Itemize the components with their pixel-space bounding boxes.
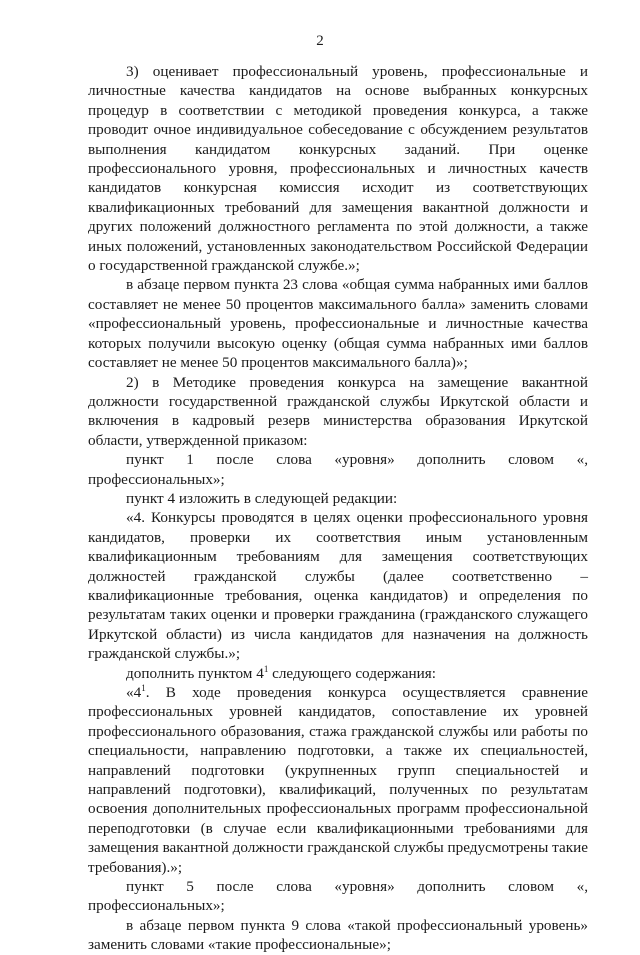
paragraph-item-3-evaluation: 3) оценивает профессиональный уровень, профессиональные и личностные качества кандидатов на основе выбранных конкурсных процедур в соответствии с методикой проведения конкурса, а также проводит очное индивидуальное собеседование с обсуждением результатов выполнения кандидатом конкурсных заданий. При оценке профессионального уровня, профессиональных и личностных качеств кандидатов конкурсная комиссия исходит из соответствующих квалификационных требований для замещения вакантной должности и других положений должностного регламента по этой должности, а также иных положений, установленных законодательством Российской Федерации о государственной гражданской службе.»; [88, 63, 588, 275]
point-4-1-open: «4 [126, 684, 142, 701]
superscript-one: 1 [141, 682, 146, 693]
point-4-1-body: . В ходе проведения конкурса осуществляется сравнение профессиональных уровней кандидатов, сопоставление их уровней профессионального образования, стажа гражданской службы или работы по специальности, направлению подготовки, а также их специальностей, направлений подготовки (укрупненных групп специальностей и направлений подготовки), квалификаций, полученных по результатам освоения дополнительных профессиональных программ профессиональной переподготовки (в случае если квалификационными требованиями для замещения вакантной должности гражданской службы предусмотрены такие требования).»; [88, 684, 588, 876]
paragraph-point-4-text: «4. Конкурсы проводятся в целях оценки профессионального уровня кандидатов, проверки их соответствия иным установленным квалификационным требованиям для замещения соответствующих должностей гражданской службы (далее соответственно – квалификационные требования, оценка кандидатов) и определения по результатам таких оценки и проверки гражданина (гражданского служащего Иркутской области) из числа кандидатов для назначения на должность гражданской службы.»; [88, 509, 588, 663]
paragraph-amend-point-9: в абзаце первом пункта 9 слова «такой профессиональный уровень» заменить словами «такие профессиональные»; [88, 916, 588, 954]
paragraph-amend-point-1: пункт 1 после слова «уровня» дополнить словом «, профессиональных»; [88, 451, 588, 488]
paragraph-add-point-4-1 [88, 664, 588, 683]
paragraph-methodology-intro: 2) в Методике проведения конкурса на замещение вакантной должности государственной гражданской службы Иркутской области и включения в кадровый резерв министерства образования Иркутской области, утвержденной приказом: [88, 373, 588, 449]
superscript-one: 1 [263, 663, 269, 674]
paragraph-amend-point-5: пункт 5 после слова «уровня» дополнить словом «, профессиональных»; [88, 878, 588, 915]
paragraph-amend-point-23: в абзаце первом пункта 23 слова «общая сумма набранных ими баллов составляет не менее 50 процентов максимального балла» заменить словами «профессиональный уровень, профессиональные и личностные качества которых получили высокую оценку (общая сумма набранных ими баллов составляет не менее 50 процентов максимального балла)»; [88, 276, 588, 372]
paragraph-point-4-heading: пункт 4 изложить в следующей редакции: [126, 489, 398, 507]
add-point-4-1-after: следующего содержания: [268, 664, 436, 682]
add-point-4-1-before: дополнить пунктом 4 [126, 664, 264, 682]
paragraph-point-4-1-text [88, 683, 588, 877]
page-number: 2 [316, 33, 324, 49]
document-body [88, 62, 588, 955]
